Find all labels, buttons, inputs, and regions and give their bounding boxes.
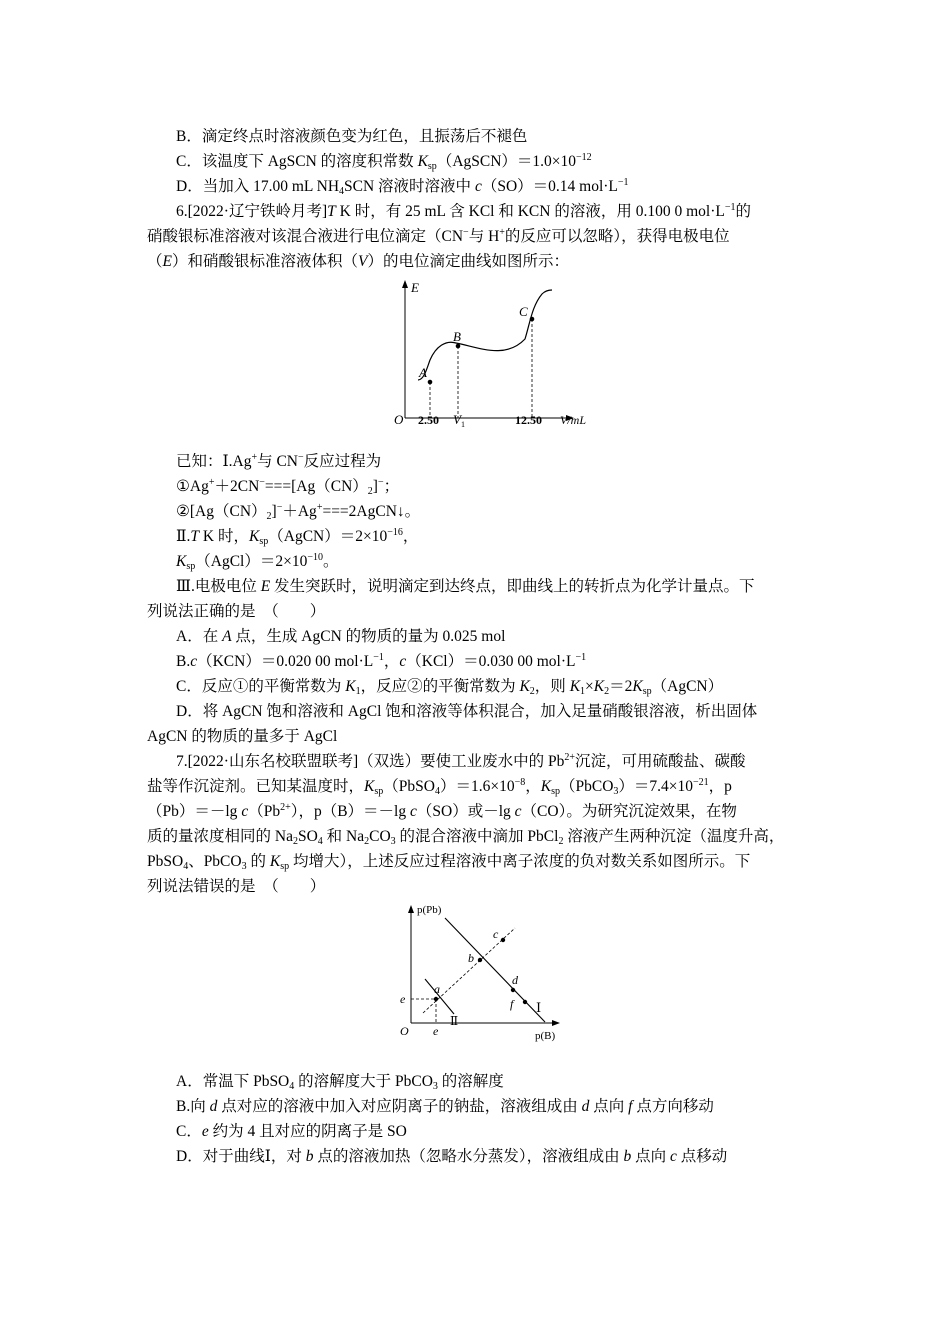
fig1-x-label: V/mL — [560, 413, 587, 427]
q5-option-b: B．滴定终点时溶液颜色变为红色，且振荡后不褪色 — [176, 128, 528, 145]
q6-option-d-line-1: D．将 AgCN 饱和溶液和 AgCl 饱和溶液等体积混合，加入足量硝酸银溶液，析出固体 — [176, 703, 758, 720]
q7-option-c: C．e 约为 4 且对应的阴离子是 SO — [176, 1123, 407, 1140]
q6-option-a: A．在 A 点，生成 AgCN 的物质的量为 0.025 mol — [176, 628, 506, 645]
q6-option-d-line-2: AgCN 的物质的量多于 AgCl — [147, 728, 338, 745]
q6-stem-line-3: （E）和硝酸银标准溶液体积（V）的电位滴定曲线如图所示： — [147, 253, 569, 270]
q6-reaction-1: $①Ag^++2CN^-===[Ag(CN)_2]^-$； — [176, 477, 400, 497]
fig1-label-e: E — [411, 280, 419, 295]
q6-reaction-2: $②[Ag(CN)_2]^-+Ag^+===2AgCN↓$。 — [176, 502, 421, 522]
fig2-label-f: f — [510, 997, 514, 1011]
q5-option-d: D．当加入 17.00 mL $NH_4SCN$ 溶液时溶液中 c（SO）＝0.14 $mol\cdot L^{-1}$ — [176, 177, 629, 197]
fig2-label-curve-2: Ⅱ — [450, 1014, 459, 1028]
fig2-label-curve-1: Ⅰ — [536, 1000, 542, 1015]
fig2-label-b: b — [468, 951, 474, 965]
q7-stem-line-3: （Pb）＝－lg $c(Pb^{2+})$，p（B）＝－lg c（SO）或－lg c（CO）。为研究沉淀效果，在物 — [147, 802, 737, 820]
q6-known-2b: $K_{sp}(AgCl)=2\times 10^{-10}$。 — [176, 552, 339, 572]
q7-option-d: D．对于曲线Ⅰ，对 b 点的溶液加热（忽略水分蒸发），溶液组成由 b 点向 c 点移动 — [176, 1148, 728, 1165]
fig2-point-d — [511, 988, 515, 992]
fig1-tick-12-50: 12.50 — [515, 413, 542, 427]
fig2-point-b — [478, 958, 482, 962]
q6-option-b: B.c（KCN）＝0.020 00 $mol\cdot L^{-1}$，c（KCl）＝0.030 00 $mol\cdot L^{-1}$ — [176, 652, 587, 670]
q6-stem-line-2: 硝酸银标准溶液对该混合液进行电位滴定（CN−与 H+的反应可以忽略），获得电极电位 — [147, 227, 730, 245]
q6-question: 列说法正确的是 （ ） — [147, 603, 326, 620]
q7-stem-line-5: PbSO$_4$、PbCO$_3$ 的 $K_{sp}$ 均增大），上述反应过程溶液中离子浓度的负对数关系如图所示。下 — [147, 853, 751, 872]
q6-known-2a: Ⅱ.T K 时，$K_{sp}(AgCN)=2\times 10^{-16}$， — [176, 527, 419, 547]
q7-stem-line-1: 7.[2022·山东名校联盟联考]（双选）要使工业废水中的 $Pb^{2+}$沉淀，可用硫酸盐、碳酸 — [176, 752, 746, 770]
fig2-y-label: p(Pb) — [417, 904, 442, 916]
q6-known-title: 已知：Ⅰ.Ag+与 CN−反应过程为 — [176, 452, 382, 470]
fig1-tick-v1: $V_1$ — [453, 412, 465, 429]
fig1-point-a — [428, 380, 433, 385]
q6-option-c: C．反应①的平衡常数为 $K_1$，反应②的平衡常数为 $K_2$，则 $K_1\times K_2=2K_{sp}(AgCN)$ — [176, 678, 724, 697]
q7-stem-line-4: 质的量浓度相同的 $Na_2SO_4$ 和 $Na_2CO_3$ 的混合溶液中滴加 PbCl$_2$ 溶液产生两种沉淀（温度升高， — [147, 828, 785, 847]
fig2-point-f — [523, 1000, 527, 1004]
fig2-label-c: c — [493, 927, 499, 941]
q7-option-b: B.向 d 点对应的溶液中加入对应阴离子的钠盐，溶液组成由 d 点向 f 点方向移动 — [176, 1098, 714, 1115]
q6-known-3: Ⅲ.电极电位 E 发生突跃时，说明滴定到达终点，即曲线上的转折点为化学计量点。下 — [176, 578, 755, 595]
fig2-x-label: p(B) — [535, 1030, 556, 1042]
precipitation-lines-figure — [398, 900, 568, 1045]
fig1-label-c: C — [519, 304, 528, 319]
fig2-x-arrow — [552, 1020, 560, 1026]
q5-option-c: C．该温度下 AgSCN 的溶度积常数 $K_{sp}(AgSCN)=1.0\times 10^{-12}$ — [176, 152, 592, 172]
fig1-point-c — [530, 317, 535, 322]
fig2-label-a: a — [434, 982, 440, 996]
q7-stem-line-2: 盐等作沉淀剂。已知某温度时，$K_{sp}(PbSO_4)=1.6\times 10^{-8}$，$K_{sp}(PbCO_3)=7.4\times 10^{-21}$，p — [147, 777, 732, 797]
fig1-point-b — [456, 344, 461, 349]
fig1-origin: O — [394, 412, 404, 427]
fig2-point-c — [501, 938, 505, 942]
fig1-label-a: A — [419, 365, 427, 380]
titration-curve-figure — [390, 278, 610, 433]
fig2-label-e-x: e — [433, 1024, 439, 1038]
fig2-origin: O — [400, 1024, 409, 1038]
fig1-y-arrow — [402, 280, 408, 288]
fig2-label-d: d — [512, 973, 518, 987]
fig1-label-b: B — [453, 329, 461, 344]
fig2-y-arrow — [408, 905, 414, 913]
fig2-point-a — [434, 997, 438, 1001]
fig1-tick-2-50: 2.50 — [418, 413, 439, 427]
q7-question: 列说法错误的是 （ ） — [147, 878, 326, 895]
q6-stem-line-1: 6.[2022·辽宁铁岭月考]T K 时，有 25 mL 含 KCl 和 KCN 的溶液，用 0.100 0 $mol\cdot L^{-1}$的 — [176, 202, 751, 220]
fig2-label-e-y: e — [400, 992, 406, 1006]
q7-option-a: A．常温下 PbSO$_4$ 的溶解度大于 PbCO$_3$ 的溶解度 — [176, 1073, 504, 1092]
